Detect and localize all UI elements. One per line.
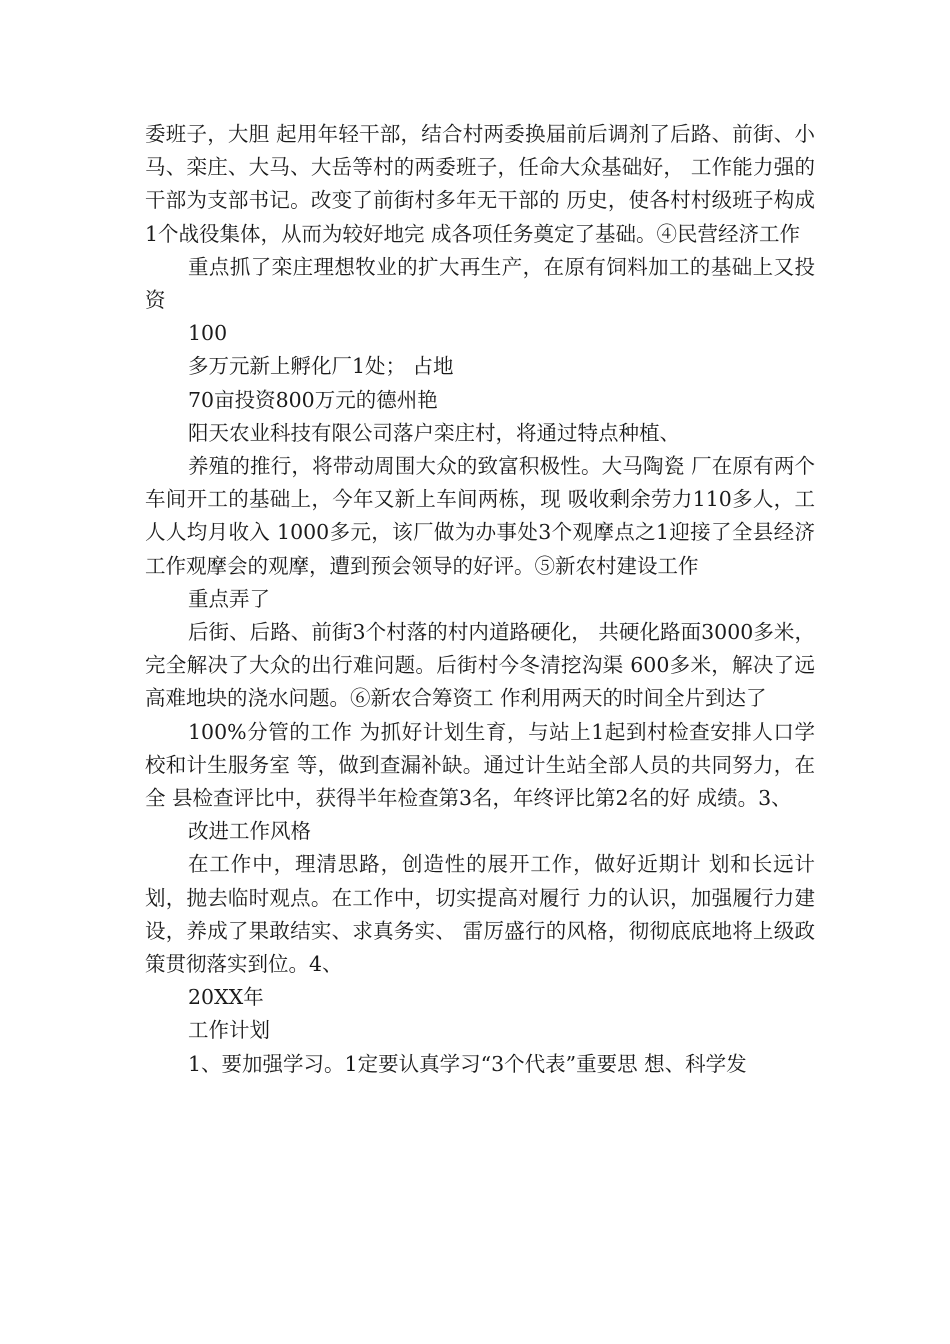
paragraph: 70亩投资800万元的德州艳	[188, 387, 438, 412]
paragraph: 多万元新上孵化厂1处； 占地	[188, 354, 454, 379]
paragraph: 100	[188, 321, 228, 346]
paragraph: 阳天农业科技有限公司落户栾庄村，将通过特点种植、	[188, 420, 680, 445]
paragraph: 重点弄了	[188, 586, 270, 611]
paragraph: 重点抓了栾庄理想牧业的扩大再生产，在原有饲料加工的基础上又投资	[145, 254, 815, 313]
section-heading: 工作计划	[188, 1018, 270, 1043]
section-heading: 改进工作风格	[188, 819, 311, 844]
document-body	[145, 118, 815, 1081]
paragraph: 100%分管的工作 为抓好计划生育，与站上1起到村检查安排人口学校和计生服务室 等，做到查漏补缺。通过计生站全部人员的共同努力，在全 县检查评比中，获得半年检查第3名，年终评比第2名的好 成绩。3、	[145, 719, 815, 811]
section-heading: 20XX年	[188, 985, 264, 1010]
paragraph: 在工作中，理清思路，创造性的展开工作，做好近期计 划和长远计划，抛去临时观点。在工作中，切实提高对履行 力的认识，加强履行力建设，养成了果敢结实、求真务实、 雷厉盛行的风格，彻彻底底地将上级政策贯彻落实到位。4、	[145, 852, 815, 977]
paragraph: 养殖的推行，将带动周围大众的致富积极性。大马陶瓷 厂在原有两个车间开工的基础上，今年又新上车间两栋，现 吸收剩余劳力110多人，工人人均月收入 1000多元，该厂做为办事处3个观摩点之1迎接了全县经济工作观摩会的观摩，遭到预会领导的好评。⑤新农村建设工作	[145, 454, 815, 578]
paragraph: 1、要加强学习。1定要认真学习“3个代表”重要思 想、科学发	[188, 1051, 747, 1076]
paragraph: 后街、后路、前街3个村落的村内道路硬化， 共硬化路面3000多米，完全解决了大众的出行难问题。后街村今冬清挖沟渠 600多米，解决了远高难地块的浇水问题。⑥新农合筹资工 作利用两天的时间全片到达了	[145, 620, 815, 711]
paragraph: 委班子，大胆 起用年轻干部，结合村两委换届前后调剂了后路、前街、小 马、栾庄、大马、大岳等村的两委班子，任命大众基础好， 工作能力强的干部为支部书记。改变了前街村多年无干部的 历史，使各村村级班子构成1个战役集体，从而为较好地完 成各项任务奠定了基础。④民营经济工作	[145, 122, 815, 246]
